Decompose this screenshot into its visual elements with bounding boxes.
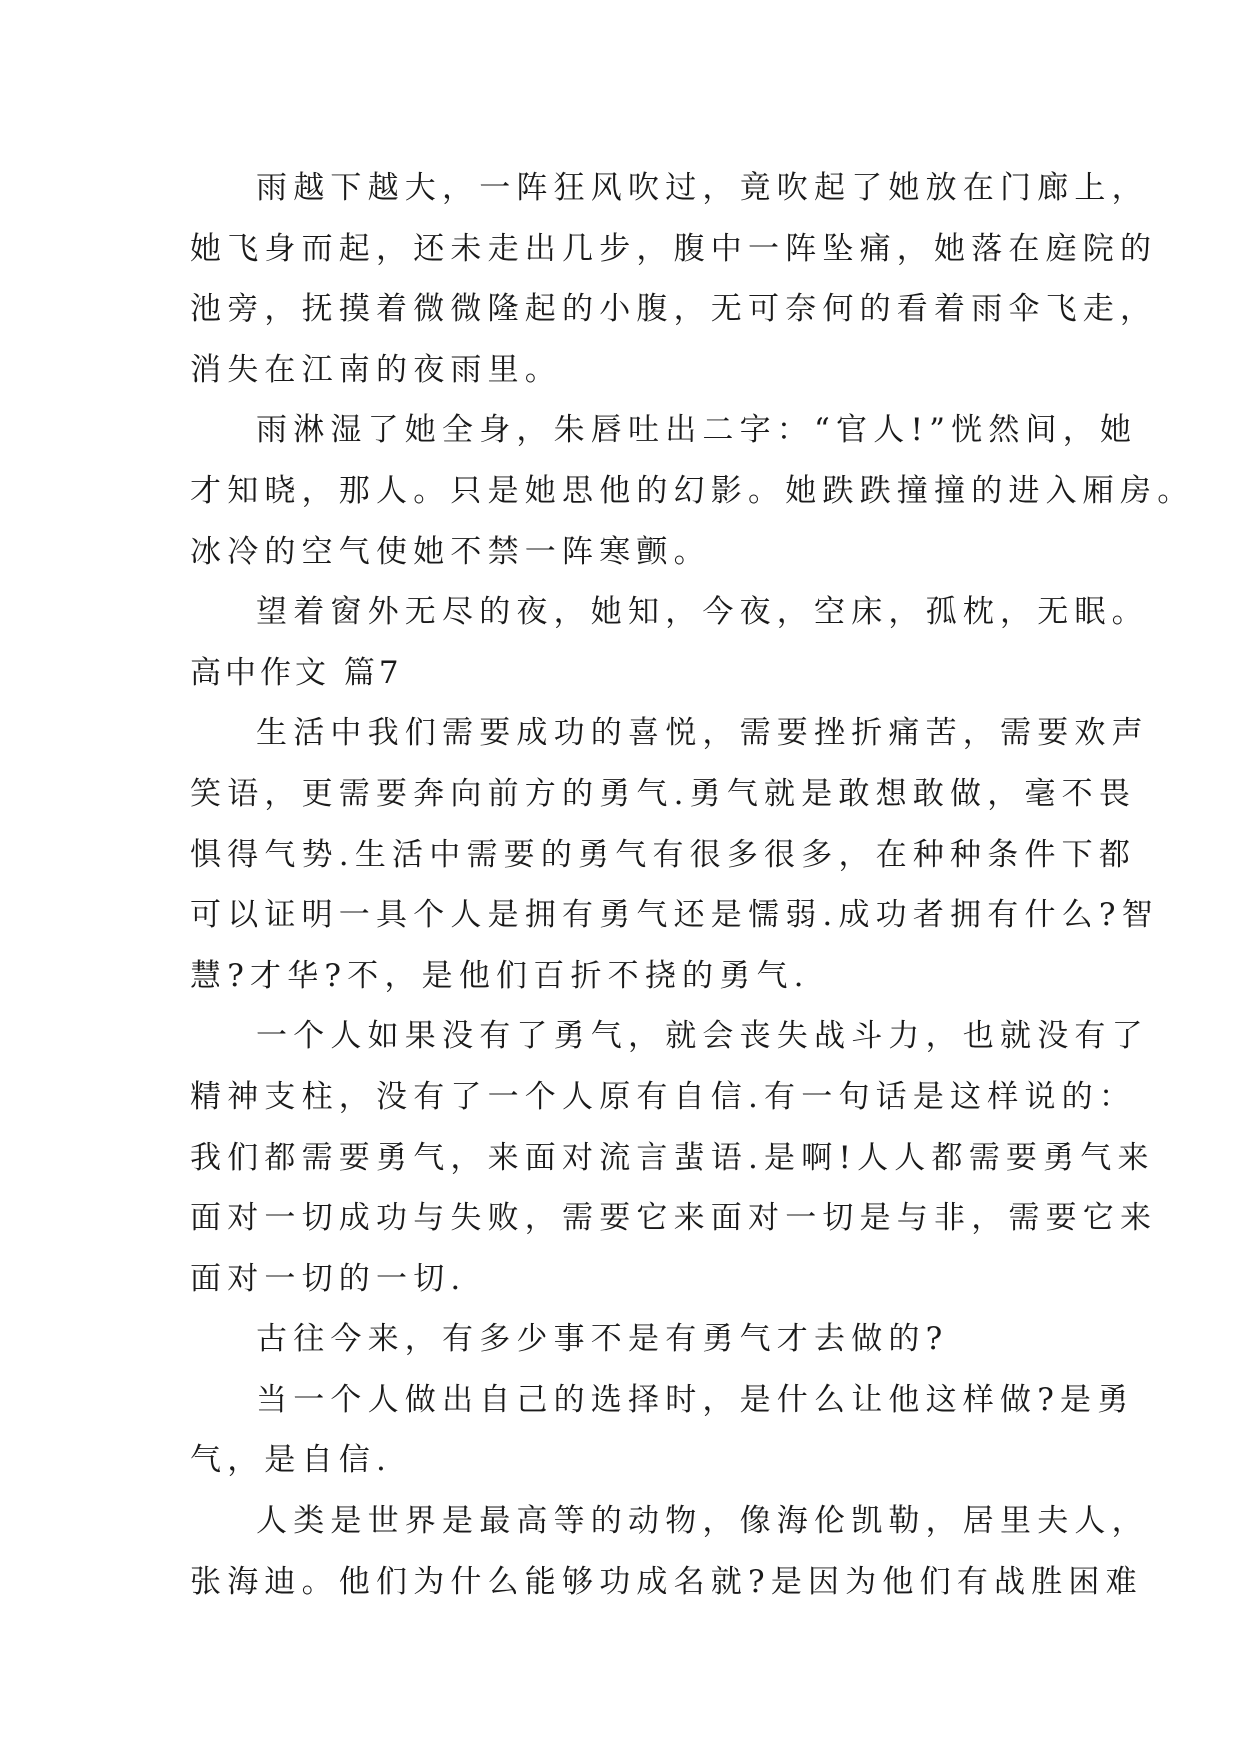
document-body bbox=[190, 158, 1195, 1612]
text-line: 望着窗外无尽的夜，她知，今夜，空床，孤枕，无眠。 bbox=[256, 594, 1149, 631]
text-line: 慧?才华?不，是他们百折不挠的勇气. bbox=[190, 957, 810, 994]
text-line: 气，是自信. bbox=[190, 1442, 393, 1479]
text-line: 冰冷的空气使她不禁一阵寒颤。 bbox=[190, 533, 711, 570]
text-line: 消失在江南的夜雨里。 bbox=[190, 351, 562, 388]
text-line: 生活中我们需要成功的喜悦，需要挫折痛苦，需要欢声 bbox=[256, 715, 1149, 752]
text-line: 雨越下越大，一阵狂风吹过，竟吹起了她放在门廊上， bbox=[256, 170, 1149, 206]
text-line: 张海迪。他们为什么能够功成名就?是因为他们有战胜困难 bbox=[190, 1563, 1143, 1600]
text-line: 才知晓，那人。只是她思他的幻影。她跌跌撞撞的进入厢房。 bbox=[190, 472, 1195, 509]
text-line: 当一个人做出自己的选择时，是什么让他这样做?是勇 bbox=[256, 1381, 1135, 1418]
text-line: 古往今来，有多少事不是有勇气才去做的? bbox=[256, 1321, 949, 1358]
text-line: 我们都需要勇气，来面对流言蜚语.是啊!人人都需要勇气来 bbox=[190, 1139, 1155, 1176]
text-line: 笑语，更需要奔向前方的勇气.勇气就是敢想敢做，毫不畏 bbox=[190, 775, 1137, 812]
text-line: 惧得气势.生活中需要的勇气有很多很多，在种种条件下都 bbox=[190, 836, 1137, 873]
text-line: 人类是世界是最高等的动物，像海伦凯勒，居里夫人， bbox=[256, 1503, 1149, 1540]
text-line: 一个人如果没有了勇气，就会丧失战斗力，也就没有了 bbox=[256, 1018, 1149, 1055]
text-line: 她飞身而起，还未走出几步，腹中一阵坠痛，她落在庭院的 bbox=[190, 230, 1158, 267]
text-line: 可以证明一具个人是拥有勇气还是懦弱.成功者拥有什么?智 bbox=[190, 897, 1159, 934]
text-line: 精神支柱，没有了一个人原有自信.有一句话是这样说的： bbox=[190, 1078, 1137, 1115]
section-heading: 高中作文 篇7 bbox=[190, 654, 403, 691]
text-line: 面对一切成功与失败，需要它来面对一切是与非，需要它来 bbox=[190, 1200, 1158, 1237]
text-line: 面对一切的一切. bbox=[190, 1260, 467, 1297]
text-line: 池旁，抚摸着微微隆起的小腹，无可奈何的看着雨伞飞走， bbox=[190, 291, 1158, 328]
text-line: 雨淋湿了她全身，朱唇吐出二字：“官人!”恍然间，她 bbox=[256, 412, 1138, 449]
